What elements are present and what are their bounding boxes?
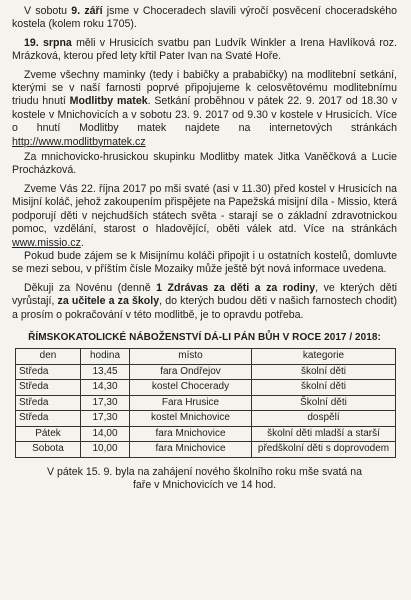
cell-category: Školní děti [252, 395, 396, 411]
paragraph-novena [12, 282, 397, 322]
table-header-row [16, 349, 396, 365]
date-emphasis: 9. září [71, 5, 103, 17]
cell-place: fara Mnichovice [130, 442, 252, 458]
text: jsme v Choceradech slavili výročí posvěcení choceradského kostela (kolem roku 1705). [12, 5, 397, 31]
missio-link[interactable]: www.missio.cz [12, 236, 81, 249]
table-row [16, 426, 396, 442]
table-row [16, 364, 396, 380]
movement-name: Modlitby matek [69, 95, 148, 108]
text: V sobotu [24, 5, 72, 17]
text: měli v Hrusicích svatbu pan Ludvík Winkler a Irena Havlíková roz. Mrázková, kterou před lety křtil Pater Ivan na Svaté Hoře. [12, 36, 397, 63]
cell-category: školní děti [252, 364, 396, 380]
paragraph-wedding [12, 37, 397, 64]
modlitbymatek-link[interactable]: http://www.modlitbymatek.cz [12, 135, 146, 148]
cell-day: Sobota [16, 442, 81, 458]
cell-category: dospělí [252, 411, 396, 427]
cell-hour: 13,45 [81, 364, 130, 380]
cell-place: kostel Mnichovice [130, 411, 252, 427]
table-row [16, 380, 396, 396]
cell-day: Středa [16, 380, 81, 396]
cell-category: školní děti mladší a starší [252, 426, 396, 442]
text: Zveme všechny maminky (tedy i babičky a prababičky) na modlitební setkání, kterými se v naší farnosti poprvé připojujeme k celosvětovému modlitebnímu triudu hnutí [12, 68, 397, 108]
text: . [80, 236, 84, 249]
cell-place: fara Ondřejov [130, 364, 252, 380]
cell-hour: 14,00 [81, 426, 130, 442]
cell-category: školní děti [252, 380, 396, 396]
cell-place: kostel Chocerady [130, 380, 252, 396]
paragraph-signature: Za mnichovicko-hrusickou skupinku Modlitby matek Jitka Vaněčková a Lucie Procházková. [12, 151, 397, 177]
schedule-title: ŘÍMSKOKATOLICKÉ NÁBOŽENSTVÍ DÁ-LI PÁN BŮH V ROCE 2017 / 2018: [28, 331, 381, 343]
paragraph-school-year-mass: V pátek 15. 9. byla na zahájení nového školního roku mše svatá na faře v Mnichovicích ve 14 hod. [46, 465, 363, 492]
cell-day: Středa [16, 395, 81, 411]
cell-hour: 17,30 [81, 411, 130, 427]
header-category: kategorie [252, 349, 396, 365]
paragraph-mission-other-churches: Pokud bude zájem se k Misijnímu koláči připojit i u ostatních kostelů, domluvte se mezi sebou, v příštím čísle Mozaiky může ještě být nová informace uvedena. [12, 249, 397, 276]
cell-hour: 14,30 [81, 380, 130, 396]
paragraph-mission-cake [12, 183, 397, 250]
novena-emphasis: 1 Zdrávas za děti a za rodiny [156, 281, 316, 294]
cell-place: fara Mnichovice [130, 426, 252, 442]
cell-hour: 10,00 [81, 442, 130, 458]
table-row [16, 411, 396, 427]
table-row [16, 395, 396, 411]
header-hour: hodina [81, 349, 130, 365]
cell-category: předškolní děti s doprovodem [252, 442, 396, 458]
cell-day: Pátek [16, 426, 81, 442]
religion-schedule-table [15, 348, 396, 458]
cell-day: Středa [16, 364, 81, 380]
text: Zveme Vás 22. října 2017 po mši svaté (asi v 11.30) před kostel v Hrusicích na Misijní koláč, jehož zakoupením přispějete na Papežská misijní díla - Missio, která podporují děti v nejchudších státech světa - starají se o základní zdravotnickou pomoc, vzdělání, starost o hladovějící, oběti válek atd. Více na stránkách [12, 182, 397, 236]
header-place: místo [130, 349, 252, 365]
cell-day: Středa [16, 411, 81, 427]
text: , ve kterých děti vyrůstají, [12, 281, 397, 308]
text: Děkuji za Novénu (denně [24, 281, 157, 294]
header-day: den [16, 349, 81, 365]
text: , do kterých budou děti v našich farnostech chodit) a prosím o pokračování v této modlitbě, je to opravdu potřeba. [12, 295, 397, 321]
paragraph-mothers-prayers [12, 69, 397, 149]
table-row [16, 442, 396, 458]
teachers-emphasis: za učitele a za školy [57, 295, 160, 308]
date-emphasis: 19. srpna [24, 36, 72, 49]
text: . Setkání proběhnou v pátek 22. 9. 2017 od 18.30 v kostele v Mnichovicích a v sobotu 23. 9. 2017 od 9.30 v kostele v Hrusicích. Více o hnutí Modlitby matek najdete na internetových stránkách [12, 95, 397, 135]
cell-place: Fara Hrusice [130, 395, 252, 411]
cell-hour: 17,30 [81, 395, 130, 411]
paragraph-chocerady-anniversary [12, 5, 397, 32]
